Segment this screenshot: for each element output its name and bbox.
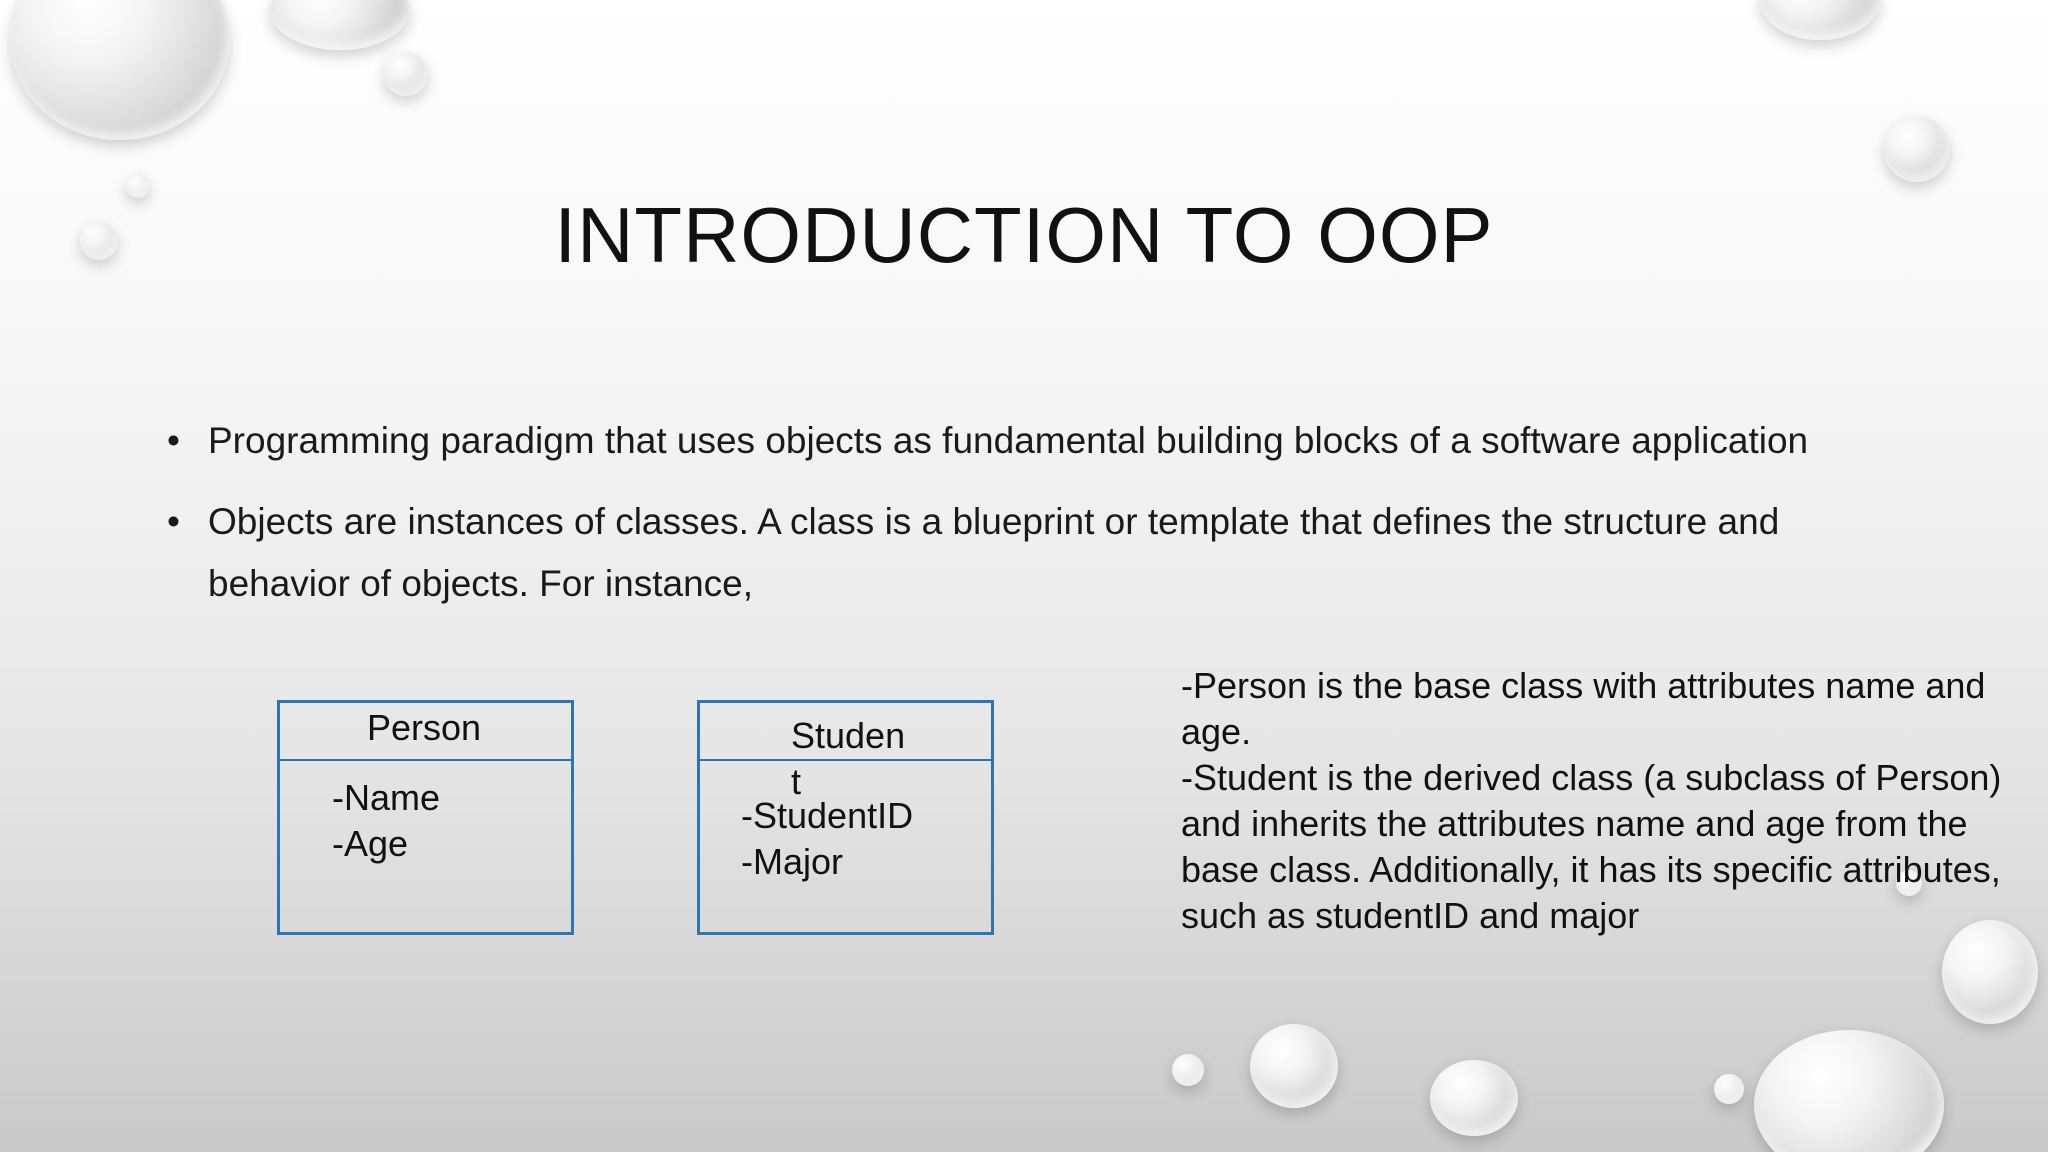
water-drop-decoration [10, 0, 230, 140]
water-drop-decoration [1430, 1060, 1518, 1136]
water-drop-decoration [1754, 1030, 1944, 1152]
diagram-description: -Person is the base class with attributes name and age. -Student is the derived class (a subclass of Person) and inherits the attributes name and age from the base class. Additionally, it has its specific attributes, such as studentID and major [1181, 665, 2002, 936]
bullet-icon: • [167, 501, 180, 542]
uml-class-name [700, 703, 991, 802]
water-drop-decoration [1884, 116, 1950, 182]
uml-class-person [277, 700, 574, 935]
bullet-text: Programming paradigm that uses objects as fundamental building blocks of a software application [208, 420, 1809, 461]
uml-class-name-text: Studen t [791, 715, 906, 802]
slide-title: INTRODUCTION TO OOP [554, 191, 1494, 279]
water-drop-decoration [1714, 1074, 1744, 1104]
bullet-text: Objects are instances of classes. A class is a blueprint or template that defines the structure and behavior of objects. For instance, [208, 501, 1780, 604]
bullet-item [165, 491, 1885, 615]
uml-class-student [697, 700, 994, 935]
water-drop-decoration [1250, 1024, 1338, 1108]
water-drop-decoration [1760, 0, 1880, 40]
uml-class-name [280, 703, 571, 761]
bullet-item [165, 410, 1885, 472]
uml-class-attributes: -Name -Age [332, 777, 441, 864]
water-drop-decoration [270, 0, 410, 50]
water-drop-decoration [384, 52, 428, 96]
bullet-list [165, 410, 1885, 634]
uml-class-name-text: Person [367, 707, 482, 748]
water-drop-decoration [1172, 1054, 1204, 1086]
uml-class-attributes: -StudentID -Major [741, 795, 914, 882]
bullet-icon: • [167, 420, 180, 461]
